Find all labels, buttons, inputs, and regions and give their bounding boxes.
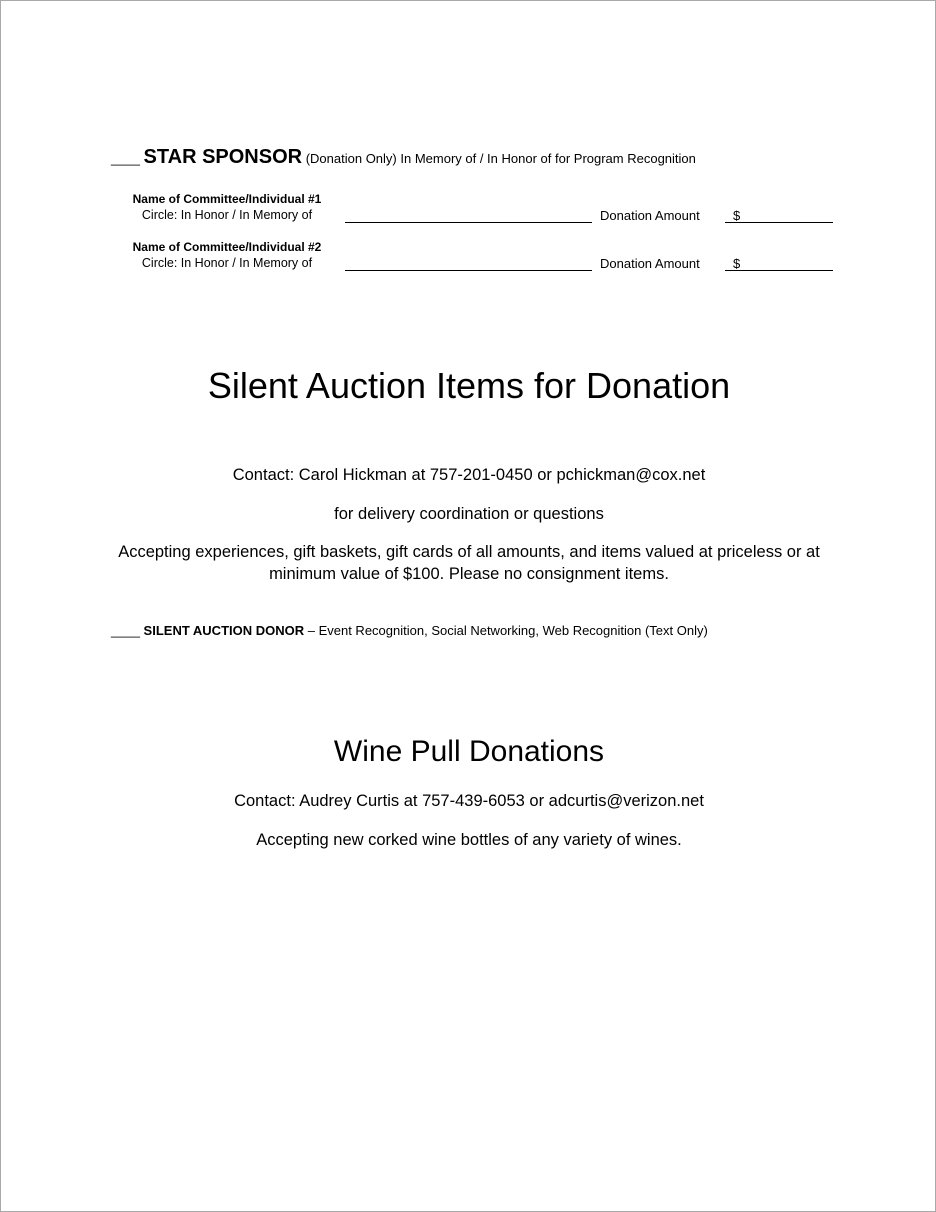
committee-1-currency: $ — [733, 208, 741, 223]
committee-2-amount-line[interactable] — [725, 270, 833, 271]
wine-pull-accepting: Accepting new corked wine bottles of any variety of wines. — [256, 831, 682, 849]
silent-auction-donor-desc: – Event Recognition, Social Networking, Web Recognition (Text Only) — [304, 623, 708, 638]
wine-pull-heading: Wine Pull Donations — [333, 735, 605, 768]
committee-2-name-label: Name of Committee/Individual #2 — [132, 240, 322, 254]
committee-2-name-line[interactable] — [345, 270, 592, 271]
star-sponsor-title: STAR SPONSOR — [143, 146, 303, 168]
star-sponsor-subtitle: (Donation Only) In Memory of / In Honor of for Program Recognition — [305, 151, 696, 166]
star-sponsor-line — [111, 145, 696, 171]
committee-1-name-line[interactable] — [345, 222, 592, 223]
committee-1-name-label: Name of Committee/Individual #1 — [132, 192, 322, 206]
committee-2-donation-label: Donation Amount — [600, 256, 700, 271]
committee-1-amount-line[interactable] — [725, 222, 833, 223]
committee-1-circle-label: Circle: In Honor / In Memory of — [141, 208, 313, 222]
silent-auction-donor-line — [111, 623, 708, 638]
silent-auction-coordination: for delivery coordination or questions — [334, 505, 604, 523]
silent-auction-heading: Silent Auction Items for Donation — [207, 365, 731, 406]
silent-auction-accepting-line-2: minimum value of $100. Please no consignment items. — [269, 565, 669, 583]
silent-auction-donor-blank: ____ — [111, 623, 140, 638]
silent-auction-contact: Contact: Carol Hickman at 757-201-0450 or pchickman@cox.net — [232, 466, 706, 484]
committee-2-circle-label: Circle: In Honor / In Memory of — [141, 256, 313, 270]
star-sponsor-blank: ____ — [111, 151, 140, 166]
silent-auction-donor-title: SILENT AUCTION DONOR — [143, 623, 305, 638]
committee-1-donation-label: Donation Amount — [600, 208, 700, 223]
silent-auction-accepting-line-1: Accepting experiences, gift baskets, gift cards of all amounts, and items valued at priceless or at — [118, 543, 820, 561]
committee-2-currency: $ — [733, 256, 741, 271]
wine-pull-contact: Contact: Audrey Curtis at 757-439-6053 or adcurtis@verizon.net — [234, 792, 704, 810]
